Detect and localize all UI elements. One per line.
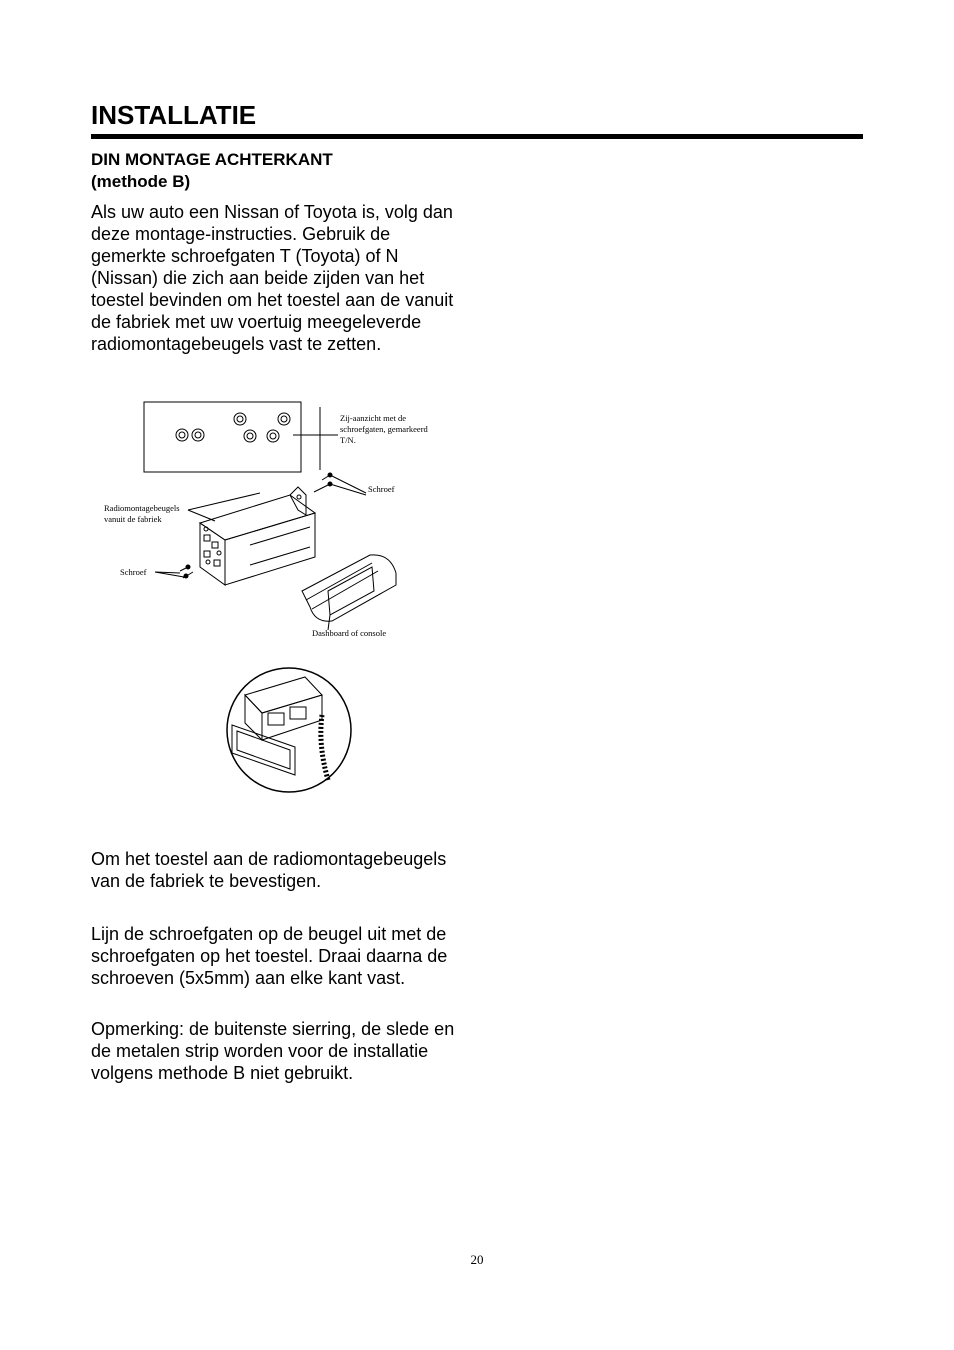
side-view-label: Zij-aanzicht met de schroefgaten, gemarkeerd T/N. xyxy=(340,413,428,445)
section-heading-line-1: DIN MONTAGE ACHTERKANT xyxy=(91,150,333,169)
dashboard-label: Dashboard of console xyxy=(312,628,387,638)
note-paragraph: Opmerking: de buitenste sierring, de slede en de metalen strip worden voor de installatie volgens methode B niet gebruikt. xyxy=(91,1019,455,1083)
step-paragraph: Lijn de schroefgaten op de beugel uit met de schroefgaten op het toestel. Draai daarna de schroeven (5x5mm) aan elke kant vast. xyxy=(91,924,448,988)
screw-label-top: Schroef xyxy=(368,484,395,494)
screw-label-left: Schroef xyxy=(120,567,147,577)
page-title: INSTALLATIE xyxy=(91,100,257,130)
section-heading-line-2: (methode B) xyxy=(91,172,191,191)
page-number: 20 xyxy=(470,1252,484,1267)
dashboard-drawing xyxy=(302,555,396,630)
intro-paragraph: Als uw auto een Nissan of Toyota is, volg dan deze montage-instructies. Gebruik de gemerkte schroefgaten T (Toyota) of N (Nissan) die zich aan beide zijden van het toestel bevinden om het toestel aan de vanuit de fabriek met uw voertuig meegeleverde radiomontagebeugels vast te zetten. xyxy=(91,202,454,354)
side-view-panel xyxy=(144,402,338,472)
bracket-label: Radiomontagebeugels vanuit de fabriek xyxy=(104,503,180,524)
radio-unit-drawing xyxy=(200,487,315,585)
title-rule xyxy=(91,134,863,139)
detail-circle xyxy=(227,668,351,792)
section-heading xyxy=(91,149,471,193)
step-intro-paragraph: Om het toestel aan de radiomontagebeugels van de fabriek te bevestigen. xyxy=(91,849,447,891)
installation-diagram xyxy=(100,395,480,805)
